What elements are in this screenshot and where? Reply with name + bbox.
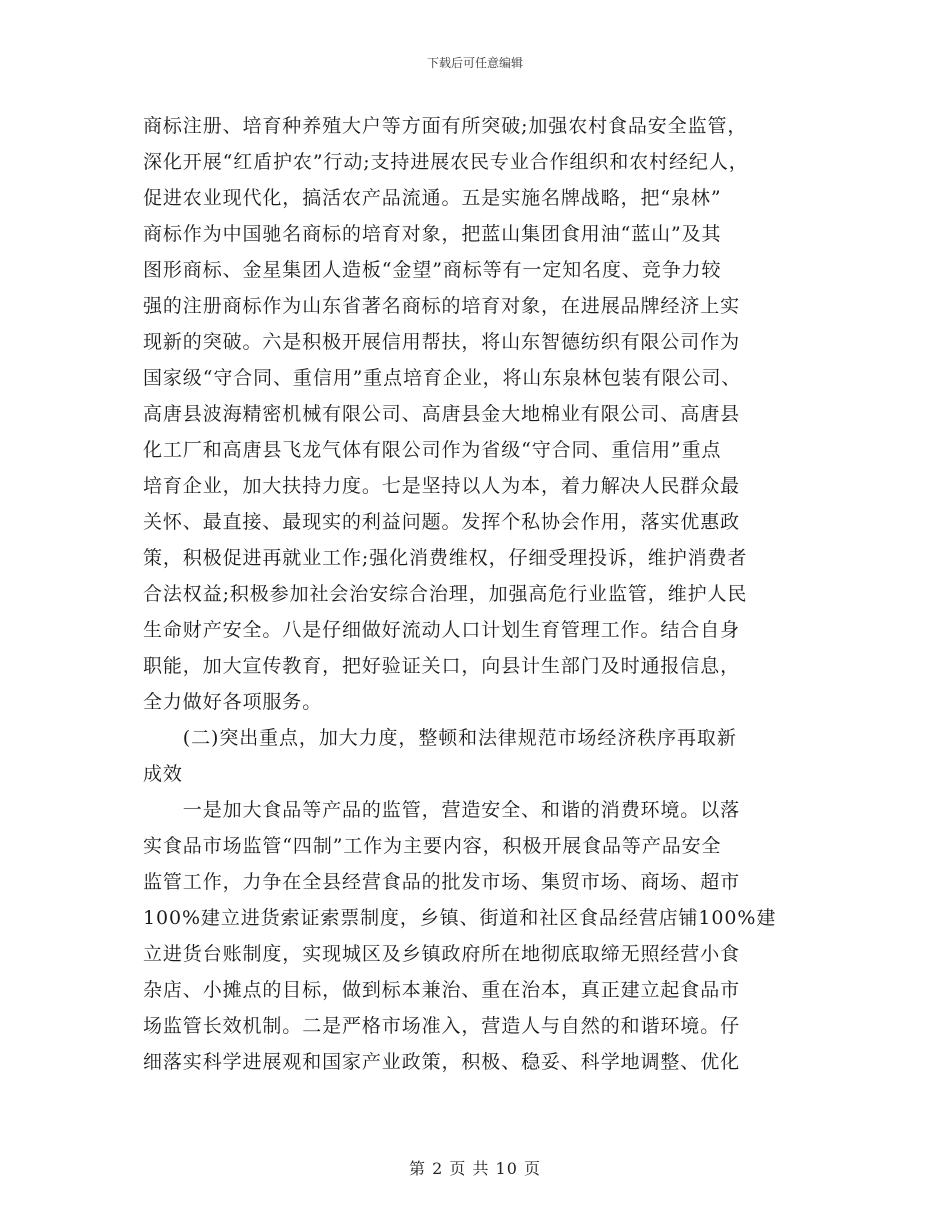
text-line: 策，积极促进再就业工作;强化消费维权，仔细受理投诉，维护消费者 bbox=[143, 547, 748, 569]
text-line: 现新的突破。六是积极开展信用帮扶，将山东智德纺织有限公司作为 bbox=[143, 331, 741, 353]
text-line: 促进农业现代化，搞活农产品流通。五是实施名牌战略，把“泉林” bbox=[143, 187, 722, 209]
text-line: 细落实科学进展观和国家产业政策，积极、稳妥、科学地调整、优化 bbox=[143, 1051, 741, 1073]
text-line: 实食品市场监管“四制”工作为主要内容，积极开展食品等产品安全 bbox=[143, 835, 722, 857]
section-heading: (二)突出重点，加大力度，整顿和法律规范市场经济秩序再取新 bbox=[143, 727, 737, 749]
text-line: 生命财产安全。八是仔细做好流动人口计划生育管理工作。结合自身 bbox=[143, 619, 741, 641]
text-line: 强的注册商标作为山东省著名商标的培育对象，在进展品牌经济上实 bbox=[143, 295, 741, 317]
text-line: 化工厂和高唐县飞龙气体有限公司作为省级“守合同、重信用”重点 bbox=[143, 439, 722, 461]
text-line: 杂店、小摊点的目标，做到标本兼治、重在治本，真正建立起食品市 bbox=[143, 979, 741, 1001]
page-footer: 第 2 页 共 10 页 bbox=[409, 1159, 541, 1178]
text-line: 100%建立进货索证索票制度，乡镇、街道和社区食品经营店铺100%建 bbox=[143, 907, 777, 929]
text-line: 场监管长效机制。二是严格市场准入，营造人与自然的和谐环境。仔 bbox=[143, 1015, 741, 1037]
page-header: 下载后可任意编辑 bbox=[426, 56, 523, 70]
text-line: 培育企业，加大扶持力度。七是坚持以人为本，着力解决人民群众最 bbox=[143, 475, 741, 497]
text-line: 商标作为中国驰名商标的培育对象，把蓝山集团食用油“蓝山”及其 bbox=[143, 223, 722, 245]
text-line: 国家级“守合同、重信用”重点培育企业，将山东泉林包装有限公司、 bbox=[143, 367, 742, 389]
text-line: 关怀、最直接、最现实的利益问题。发挥个私协会作用，落实优惠政 bbox=[143, 511, 741, 533]
text-line: 深化开展“红盾护农”行动;支持进展农民专业合作组织和农村经纪人， bbox=[143, 151, 749, 173]
section-heading: 成效 bbox=[143, 763, 183, 785]
text-line: 职能，加大宣传教育，把好验证关口，向县计生部门及时通报信息， bbox=[143, 655, 741, 677]
text-line: 全力做好各项服务。 bbox=[143, 691, 323, 713]
text-line: 合法权益;积极参加社会治安综合治理，加强高危行业监管，维护人民 bbox=[143, 583, 748, 605]
text-line: 监管工作，力争在全县经营食品的批发市场、集贸市场、商场、超市 bbox=[143, 871, 741, 893]
text-line: 一是加大食品等产品的监管，营造安全、和谐的消费环境。以落 bbox=[143, 799, 741, 821]
text-line: 高唐县波海精密机械有限公司、高唐县金大地棉业有限公司、高唐县 bbox=[143, 403, 741, 425]
text-line: 商标注册、培育种养殖大户等方面有所突破;加强农村食品安全监管， bbox=[143, 115, 748, 137]
text-line: 图形商标、金星集团人造板“金望”商标等有一定知名度、竞争力较 bbox=[143, 259, 722, 281]
document-body bbox=[143, 108, 808, 1080]
text-line: 立进货台账制度，实现城区及乡镇政府所在地彻底取缔无照经营小食 bbox=[143, 943, 741, 965]
